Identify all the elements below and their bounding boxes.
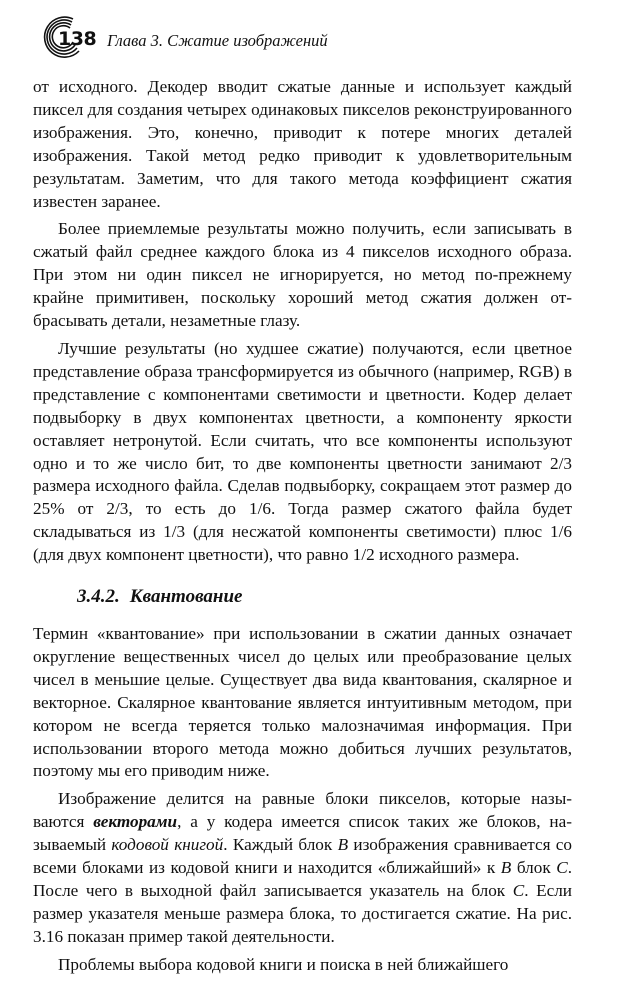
running-head	[33, 0, 572, 76]
paragraph-5	[33, 788, 572, 948]
paragraph-5-text-a: Изображение делится на равные блоки пикселов, которые называются	[33, 789, 572, 832]
paragraph-4: Термин «квантование» при использовании в сжатии данных означает округление вещественных чисел до целых или преобразование целых чисел в меньшие целые. Существует два вида квантования, скалярное и векторное. Скалярное квантование является интуитивным методом, при котором не всегда теряется только малозначимая информация. При использовании второго метода можно добиться лучших результатов, поэтому мы его приводим ниже.	[33, 624, 572, 781]
paragraph-5-text-g: . Если размер указателя меньше размера блока, то достигается сжатие. На рис. 3.16 показан пример такой деятельности.	[33, 881, 572, 946]
term-vectors: векторами	[93, 812, 178, 832]
paragraph-5-text-d: изображения сравнивается со всеми блоками из кодовой книги и находится «ближайший» к	[33, 835, 573, 878]
chapter-title: Глава 3. Сжатие изображений	[107, 31, 328, 50]
paragraph-2: Более приемлемые результаты можно получить, если записывать в сжатый файл среднее каждого блока из 4 пикселов исходного образа. При этом ни один пиксел не игнорируется, но метод по-прежнему крайне примитивен, поскольку хороший метод сжатия должен отбрасывать детали, незаметные глазу.	[33, 219, 572, 331]
section-heading	[77, 585, 572, 609]
paragraph-3: Лучшие результаты (но худшее сжатие) получаются, если цветное представление образа трансформируется из обычного (например, RGB) в представление с компонентами светимости и цветности. Кодер делает подвыборку в двух компонентах цветности, а компоненту яркости оставляет нетронутой. Если считать, что все компоненты используют одно и то же число бит, то две компоненты цветности занимают 2/3 размера исходного файла. Сделав подвыборку, сокращаем этот размер до 25% от 2/3, то есть до 1/6. Тогда размер сжатого файла будет складываться из 1/3 (для несжатой компоненты светимости) плюс 1/6 (для двух компонент цветности), что равно 1/2 исходного размера.	[33, 338, 572, 565]
variable-b-1: B	[337, 835, 349, 855]
term-codebook: кодовой книгой	[111, 835, 224, 855]
variable-c-1: C	[556, 858, 568, 878]
variable-c-2: C	[512, 881, 525, 900]
variable-b-2: B	[500, 858, 512, 878]
section-number: 3.4.2.	[77, 586, 120, 608]
paragraph-1: от исходного. Декодер вводит сжатые данные и использует каждый пиксел для создания четырех одинаковых пикселов реконструированного изображения. Это, конечно, приводит к потере многих деталей изображения. Такой метод редко приводит к удовлетворительным результатам. Заметим, что для такого метода коэффициент сжатия известен заранее.	[33, 77, 572, 211]
section-title: Квантование	[129, 586, 243, 608]
paragraph-5-text-e: блок	[511, 858, 557, 878]
paragraph-6: Проблемы выбора кодовой книги и поиска в ней ближайшего	[58, 954, 509, 974]
paragraph-5-text-b: , а у кодера имеется список таких же блоков, называемый	[33, 812, 572, 855]
page-number: 138	[58, 28, 97, 50]
paragraph-5-text-f: . После чего в выходной файл записывается указатель на блок	[33, 858, 573, 900]
paragraph-5-text-c: . Каждый блок	[223, 835, 338, 855]
